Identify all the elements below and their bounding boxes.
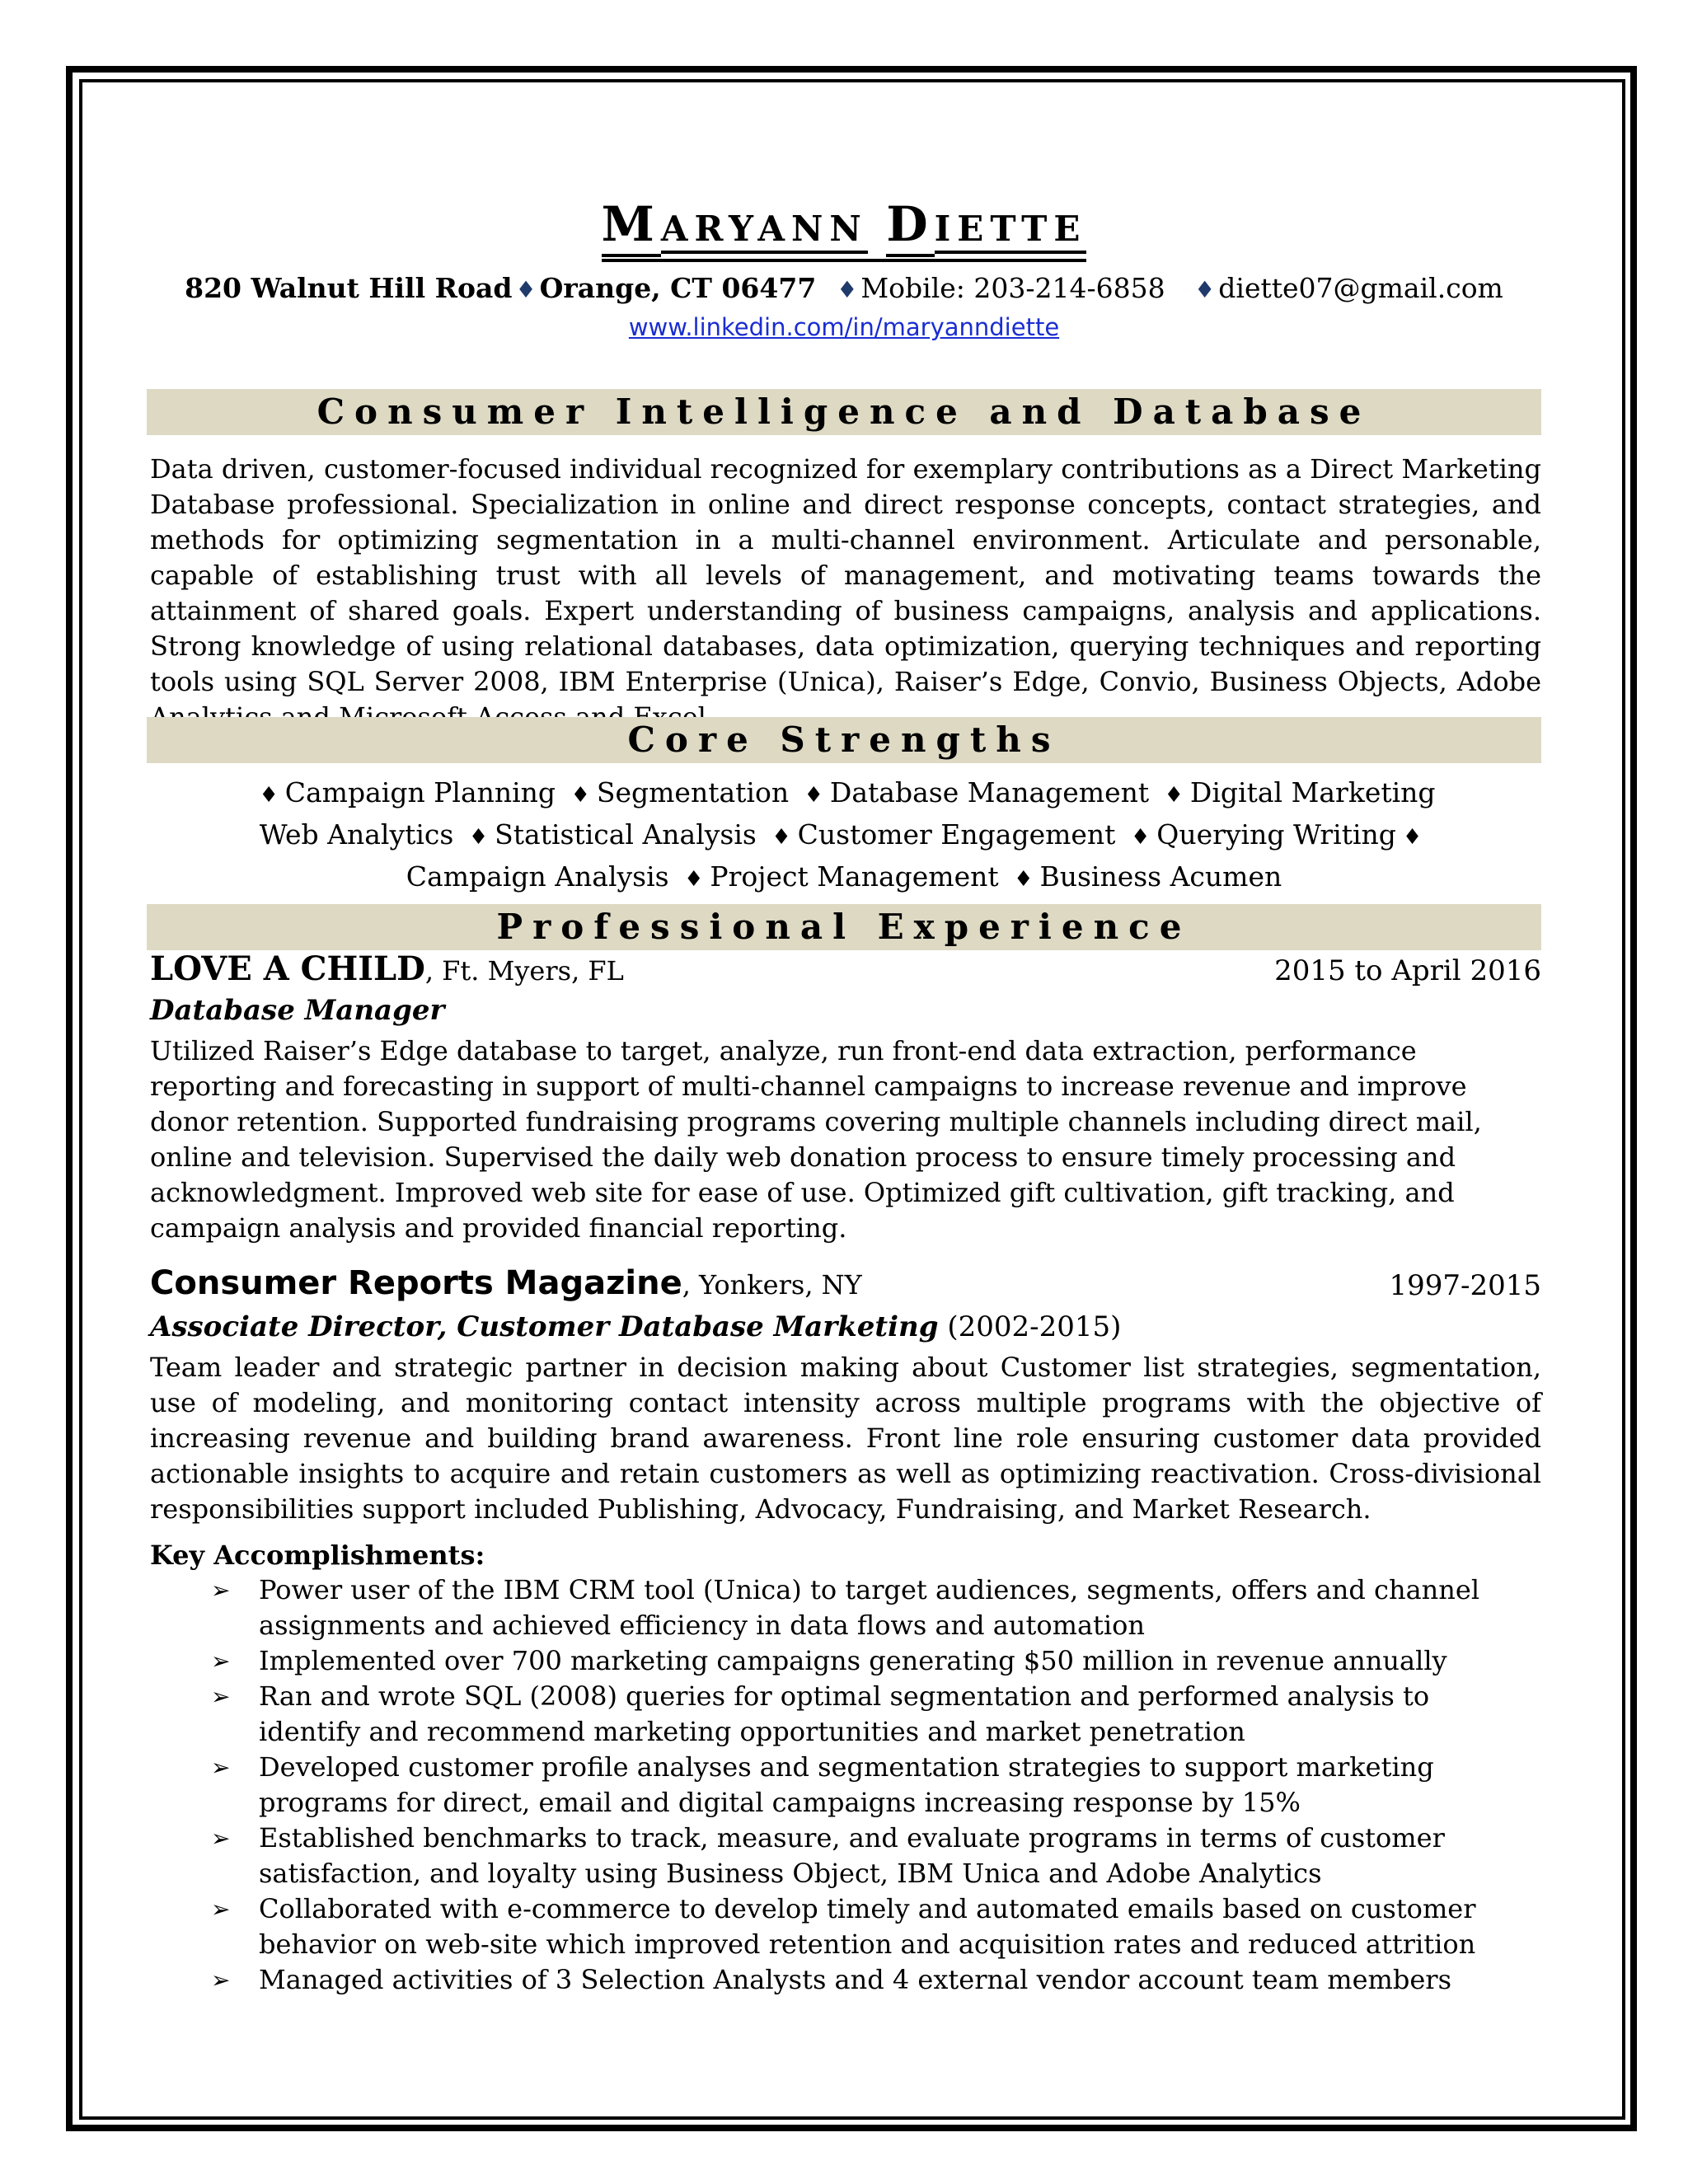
summary-paragraph: Data driven, customer-focused individual recognized for exemplary contributions as a Direct Marketing Database professional. Specialization in online and direct response concepts, contact strategies, and methods for optimizing segmentation in a multi-channel environment. Articulate and personable, capable of establishing trust with all levels of management, and motivating teams towards the attainment of shared goals. Expert understanding of business campaigns, analysis and applications. Strong knowledge of using relational databases, data optimization, querying techniques and reporting tools using SQL Server 2008, IBM Enterprise (Unica), Raiser’s Edge, Convio, Business Objects, Adobe	[150, 453, 1541, 697]
strength-item: Statistical Analysis	[495, 818, 757, 851]
arrow-bullet-icon: ➢	[211, 1825, 231, 1852]
email[interactable]: diette07@gmail.com	[1218, 272, 1503, 304]
job-org: Consumer Reports Magazine	[150, 1264, 682, 1302]
job-header	[150, 1264, 1541, 1302]
job-title: Database Manager	[150, 994, 445, 1027]
list-item: ➢ Managed activities of 3 Selection Analysts and 4 external vendor account team members	[211, 1962, 1530, 1998]
job-date: 1997-2015	[1389, 1269, 1541, 1302]
city: Orange, CT 06477	[539, 272, 817, 304]
section-summary-heading: Consumer Intelligence and Database	[147, 389, 1541, 435]
address: 820 Walnut Hill Road	[185, 272, 513, 304]
job-title: Associate Director, Customer Database Marketing (2002-2015)	[150, 1310, 1122, 1343]
strength-item: Project Management	[710, 860, 999, 893]
diamond-icon: ♦	[1130, 825, 1151, 850]
diamond-icon: ♦	[259, 783, 279, 808]
list-item: ➢ Ran and wrote SQL (2008) queries for optimal segmentation and performed analysis to identify and recommend marketing opportunities and market penetration	[211, 1680, 1430, 1747]
strength-item: Customer Engagement	[797, 818, 1116, 851]
job-description: Team leader and strategic partner in decision making about Customer list strategies, segmentation, use of modeling, and monitoring contact intensity across multiple programs with the objective of increasing revenue and building brand awareness. Front line role ensuring customer data provided actionable insights to acquire and retain customers as well as optimizing reactivation. Cross-divisional responsibilities support included Publishing, Advocacy, Fundraising, and Market Research.	[150, 1352, 1541, 1525]
resume-name: MARYANN DIETTE	[147, 196, 1541, 262]
job-location: , Yonkers, NY	[682, 1269, 862, 1301]
list-item: ➢ Implemented over 700 marketing campaigns generating $50 million in revenue annually	[211, 1643, 1530, 1679]
strength-item: Web Analytics	[259, 818, 454, 851]
list-item: ➢ Collaborated with e-commerce to develop timely and automated emails based on customer behavior on web-site which improved retention and acquisition rates and reduced attrition	[211, 1893, 1476, 1960]
arrow-bullet-icon: ➢	[211, 1966, 231, 1994]
diamond-icon: ♦	[1194, 276, 1216, 303]
strength-item: Digital Marketing	[1189, 776, 1436, 808]
diamond-icon: ♦	[468, 825, 489, 850]
strength-item: Segmentation	[596, 776, 790, 808]
strength-item: Database Management	[829, 776, 1150, 808]
job-org: LOVE A CHILD	[150, 949, 425, 988]
strengths-row	[147, 815, 1541, 857]
job-description: Utilized Raiser’s Edge database to target, analyze, run front-end data extraction, performance reporting and forecasting in support of multi-channel campaigns to increase revenue and improve donor retention. Supported fundraising programs covering multiple channels including direct mail, online and television. Supervised the daily web donation process to ensure timely processing and acknowledgment. Improved web site for ease of use. Optimized gift cultivation, gift tracking, and campaign analysis and provided financial reporting.	[150, 1035, 1482, 1244]
accomplishments-heading: Key Accomplishments:	[150, 1540, 485, 1571]
diamond-icon: ♦	[515, 276, 537, 303]
strength-item: Querying Writing	[1156, 818, 1396, 851]
arrow-bullet-icon: ➢	[211, 1647, 231, 1675]
arrow-bullet-icon: ➢	[211, 1577, 231, 1604]
accomplishments-list	[211, 1572, 1530, 1998]
diamond-icon: ♦	[1164, 783, 1184, 808]
strength-item: Campaign Analysis	[406, 860, 669, 893]
mobile: Mobile: 203-214-6858	[860, 272, 1165, 304]
diamond-icon: ♦	[684, 867, 704, 892]
linkedin-link[interactable]: www.linkedin.com/in/maryanndiette	[628, 313, 1060, 341]
section-strengths-heading: Core Strengths	[147, 717, 1541, 763]
job-header	[150, 949, 1541, 988]
strengths-list	[147, 773, 1541, 899]
diamond-icon: ♦	[1014, 867, 1034, 892]
list-item: ➢ Developed customer profile analyses and segmentation strategies to support marketing programs for direct, email and digital campaigns increasing response by 15%	[211, 1751, 1434, 1818]
contact-line	[147, 272, 1541, 304]
strengths-row	[147, 773, 1541, 815]
list-item: ➢ Established benchmarks to track, measure, and evaluate programs in terms of customer satisfaction, and loyalty using Business Object, IBM Unica and Adobe Analytics	[211, 1822, 1445, 1889]
diamond-icon: ♦	[570, 783, 590, 808]
list-item: ➢ Power user of the IBM CRM tool (Unica) to target audiences, segments, offers and channel assignments and achieved efficiency in data flows and automation	[211, 1574, 1480, 1641]
job-date: 2015 to April 2016	[1274, 954, 1541, 987]
arrow-bullet-icon: ➢	[211, 1896, 231, 1923]
diamond-icon: ♦	[771, 825, 791, 850]
diamond-icon: ♦	[837, 276, 858, 303]
strength-item: Business Acumen	[1039, 860, 1282, 893]
job-location: , Ft. Myers, FL	[424, 955, 624, 987]
diamond-icon: ♦	[1402, 825, 1423, 850]
arrow-bullet-icon: ➢	[211, 1754, 231, 1781]
strength-item: Campaign Planning	[284, 776, 556, 808]
arrow-bullet-icon: ➢	[211, 1683, 231, 1710]
section-experience-heading: Professional Experience	[147, 904, 1541, 950]
strengths-row	[147, 857, 1541, 899]
diamond-icon: ♦	[804, 783, 823, 808]
